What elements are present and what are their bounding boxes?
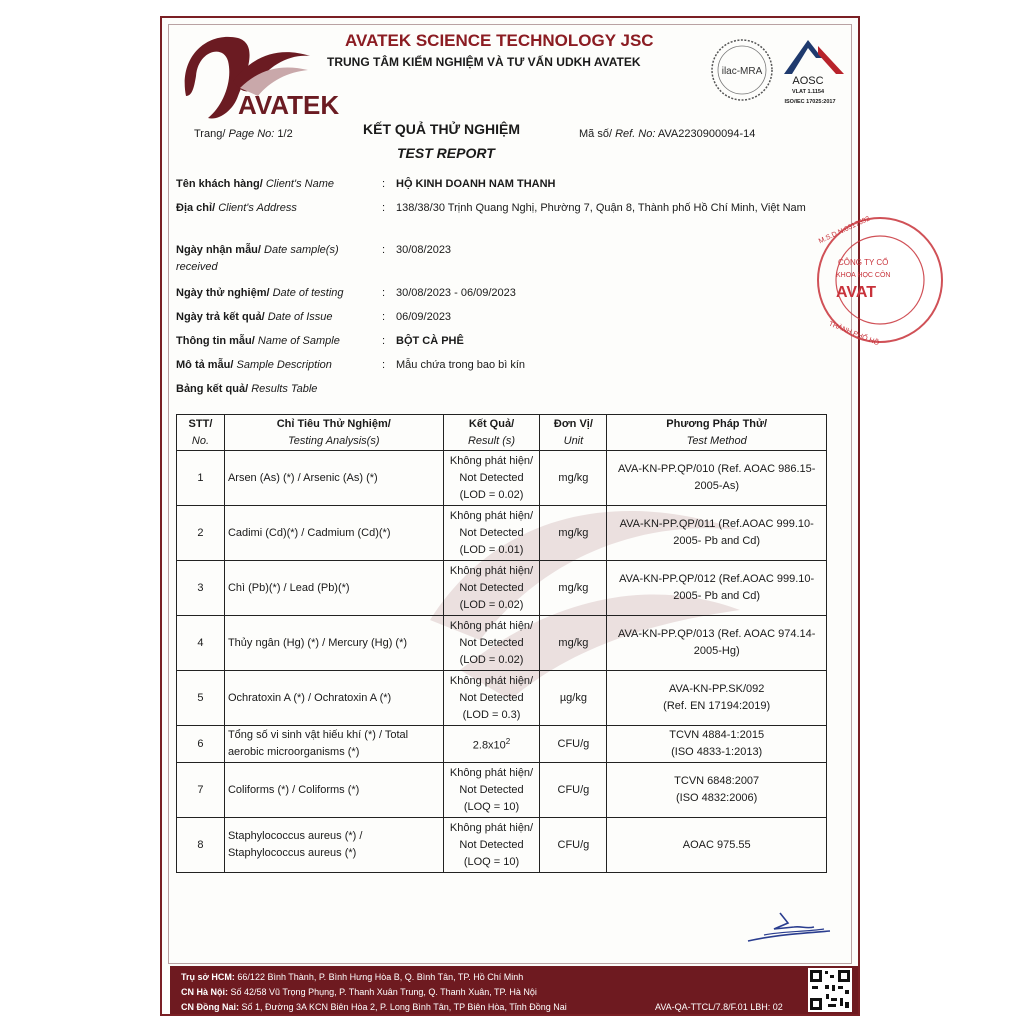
center-name: TRUNG TÂM KIỂM NGHIỆM VÀ TƯ VẤN UDKH AVATEK [327,55,641,69]
info-label-date-received: Ngày nhận mẫu/ Date sample(s) received [176,244,339,273]
table-row: 5 Ochratoxin A (*) / Ochratoxin A (*) Không phát hiện/ Not Detected (LOD = 0.3) µg/kg AVA-KN-PP.SK/092 (Ref. EN 17194:2019) [177,671,827,726]
page-number: Trang/ Page No: 1/2 [194,128,293,140]
title-en: TEST REPORT [397,145,495,161]
svg-text:THÀNH PHỐ HỒ: THÀNH PHỐ HỒ [827,320,880,348]
signature-icon [744,905,834,950]
info-value-sample-description: Mẫu chứa trong bao bì kín [396,359,526,371]
info-label-sample-name: Thông tin mẫu/ Name of Sample [176,335,340,347]
svg-text:KHOA HỌC CÔN: KHOA HỌC CÔN [836,272,891,279]
table-row: 7 Coliforms (*) / Coliforms (*) Không phát hiện/ Not Detected (LOQ = 10) CFU/g TCVN 6848:2007 (ISO 4832:2006) [177,763,827,818]
results-table [176,414,827,873]
table-row: 3 Chì (Pb)(*) / Lead (Pb)(*) Không phát hiện/ Not Detected (LOD = 0.02) mg/kg AVA-KN-PP.QP/012 (Ref.AOAC 999.10- 2005- Pb and Cd) [177,561,827,616]
iso-text: ISO/IEC 17025:2017 [784,99,836,105]
info-label-client-name: Tên khách hàng/ Client's Name [176,178,334,190]
logo-text: AVATEK [238,90,340,120]
vlat-text: VLAT 1.1154 [792,89,824,95]
info-label-date-issue: Ngày trả kết quả/ Date of Issue [176,311,333,323]
company-stamp-icon [808,215,891,348]
table-row: 6 Tổng số vi sinh vật hiếu khí (*) / Total aerobic microorganisms (*) $2.8x10^2$ CFU/g TCVN 4884-1:2015 (ISO 4833-1:2013) [177,726,827,763]
info-value-client-name: HỘ KINH DOANH NAM THANH [396,178,556,190]
header-method: Phương Pháp Thử/ Test Method [607,415,827,451]
info-value-date-testing: 30/08/2023 - 06/09/2023 [396,287,516,299]
info-label-results-table: Bảng kết quả/ Results Table [176,383,318,395]
table-row: 2 Cadimi (Cd)(*) / Cadmium (Cd)(*) Không phát hiện/ Not Detected (LOD = 0.01) mg/kg AVA-KN-PP.QP/011 (Ref.AOAC 999.10- 2005- Pb and Cd) [177,506,827,561]
ilac-mra-badge-icon [710,38,774,102]
info-value-address: 138/38/30 Trịnh Quang Nghị, Phường 7, Quận 8, Thành phố Hồ Chí Minh, Việt Nam [396,202,806,214]
table-row: 4 Thủy ngân (Hg) (*) / Mercury (Hg) (*) Không phát hiện/ Not Detected (LOD = 0.02) mg/kg AVA-KN-PP.QP/013 (Ref. AOAC 974.14- 2005-Hg) [177,616,827,671]
aosc-text: AOSC [792,75,824,87]
table-header-row [177,415,827,451]
svg-text:AVAT: AVAT [836,284,876,301]
header-no: STT/ No. [177,415,225,451]
info-label-date-testing: Ngày thử nghiệm/ Date of testing [176,287,344,299]
company-name: AVATEK SCIENCE TECHNOLOGY JSC [345,31,654,50]
table-row: 1 Arsen (As) (*) / Arsenic (As) (*) Không phát hiện/ Not Detected (LOD = 0.02) mg/kg AVA-KN-PP.QP/010 (Ref. AOAC 986.15- 2005-As) [177,451,827,506]
header-unit: Đơn Vị/ Unit [540,415,607,451]
table-row: 8 Staphylococcus aureus (*) / Staphylococcus aureus (*) Không phát hiện/ Not Detected (LOQ = 10) CFU/g AOAC 975.55 [177,818,827,873]
form-code: AVA-QA-TTCL/7.8/F.01 LBH: 02 [655,1002,783,1012]
footer-hanoi: CN Hà Nội: Số 42/58 Vũ Trọng Phụng, P. Thanh Xuân Trung, Q. Thanh Xuân, TP. Hà Nội [181,987,537,997]
info-value-date-issue: 06/09/2023 [396,311,452,323]
header-analysis: Chỉ Tiêu Thử Nghiệm/ Testing Analysis(s) [224,415,443,451]
info-label-address: Địa chỉ/ Client's Address [176,202,297,214]
info-value-sample-name: BỘT CÀ PHÊ [396,335,464,347]
svg-text:CÔNG TY CỔ: CÔNG TY CỔ [838,258,889,267]
aosc-badge-icon [778,36,850,106]
qr-code-icon [808,968,852,1012]
footer-dongnai: CN Đồng Nai: Số 1, Đường 3A KCN Biên Hòa 2, P. Long Bình Tân, TP Biên Hòa, Tỉnh Đồng Nai [181,1002,567,1012]
svg-text:M.S.D.N:0317692: M.S.D.N:0317692 [817,215,872,246]
ref-number: Mã số/ Ref. No: AVA2230900094-14 [579,128,756,140]
footer-hcm: Trụ sở HCM: 66/122 Bình Thành, P. Bình Hưng Hòa B, Q. Bình Tân, TP. Hồ Chí Minh [181,972,524,982]
title-vn: KẾT QUẢ THỬ NGHIỆM [363,121,521,137]
ilac-text: ilac-MRA [721,66,763,77]
header-result: Kết Quả/ Result (s) [443,415,540,451]
info-label-sample-description: Mô tả mẫu/ Sample Description [176,359,332,371]
info-value-date-received: 30/08/2023 [396,244,452,256]
